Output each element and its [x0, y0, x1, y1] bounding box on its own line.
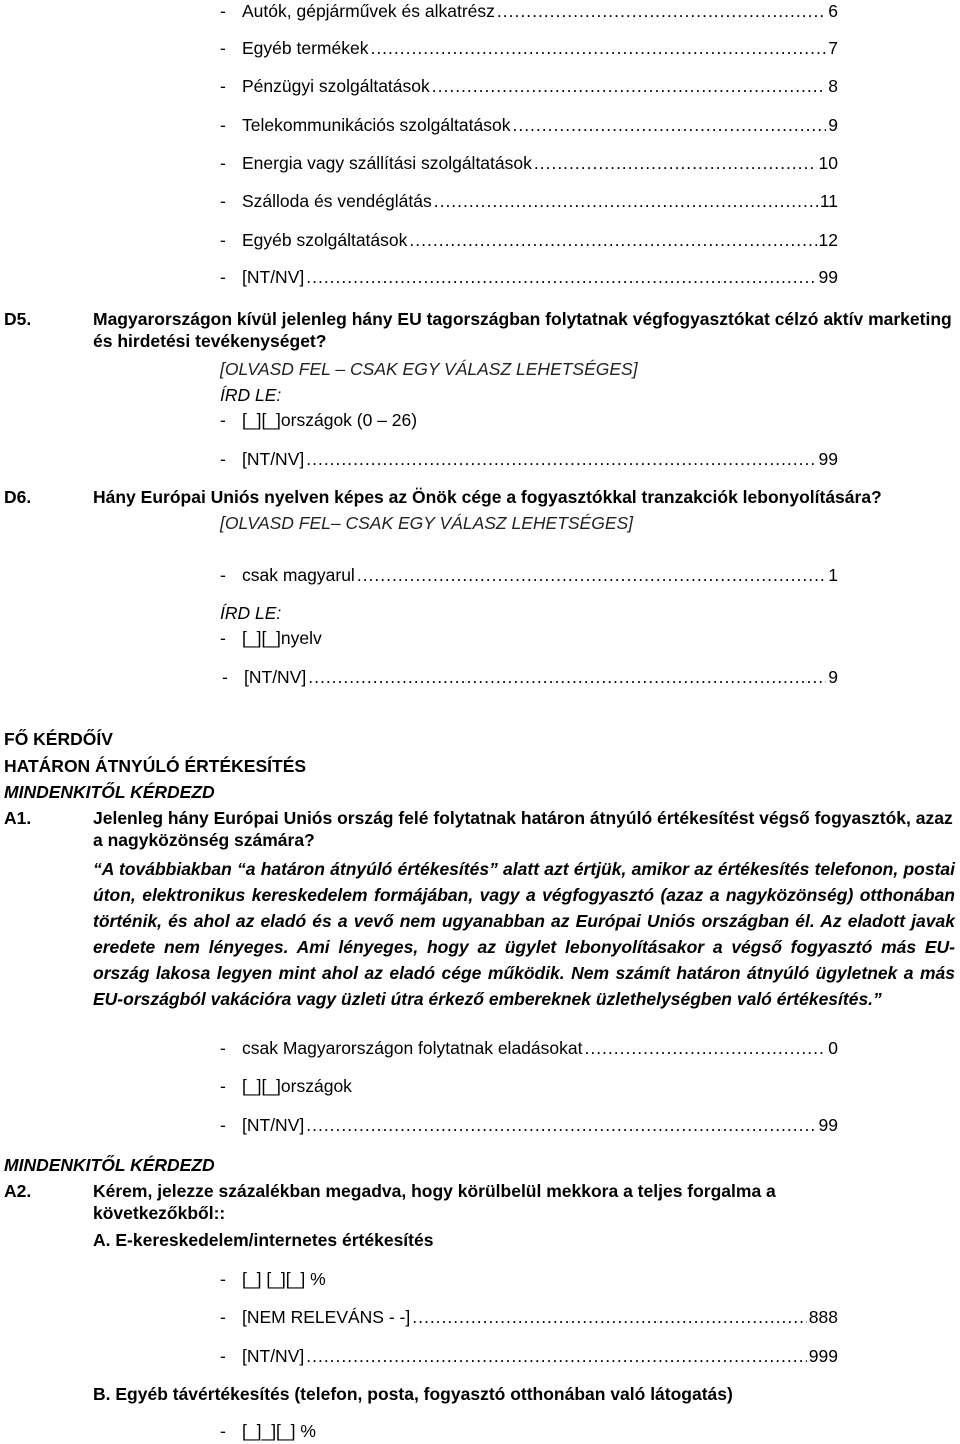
list-item: - [NT/NV] ..... 999 [220, 1345, 838, 1369]
question-number: A2. [4, 1181, 32, 1201]
entry-field: - [_][_]országok (0 – 26) [220, 410, 418, 430]
list-item: - [NT/NV] ..... 99 [220, 448, 838, 472]
option-code: 7 [828, 38, 838, 58]
list-item: - [NT/NV] ..... 99 [220, 266, 838, 290]
list-item: - [NT/NV] ..... 99 [220, 1114, 838, 1138]
option-code: 6 [828, 1, 838, 21]
option-code: 99 [818, 449, 838, 469]
option-code: 888 [808, 1307, 838, 1327]
option-label: Autók, gépjárművek és alkatrész [242, 1, 495, 21]
option-code: 99 [818, 267, 838, 287]
option-code: 999 [808, 1346, 838, 1366]
option-code: 1 [828, 565, 838, 585]
question-number: D6. [4, 487, 32, 507]
option-label: [NT/NV] [242, 1115, 305, 1135]
option-label: Egyéb szolgáltatások [242, 230, 408, 250]
list-item: - [NEM RELEVÁNS - -] ..... 888 [220, 1306, 838, 1330]
option-code: 8 [828, 76, 838, 96]
list-item: - Telekommunikációs szolgáltatások ..... 9 [220, 114, 838, 138]
option-label: [NT/NV] [242, 449, 305, 469]
list-item: - Egyéb szolgáltatások ..... 12 [220, 229, 838, 253]
definition-text: “A továbbiakban “a határon átnyúló értékesítés” alatt azt értjük, amikor az értékesítés telefonon, postai úton, elektronikus kereskedelem formájában, vagy a végfogyasztó (azaz a nagyközönség) otthonában történik, és ahol az eladó és a vevő nem ugyanabban az Európai Uniós országban él. Az eladott javak eredete nem lényeges. Ami lényeges, hogy az ügylet lebonyolításakor a végső fogyasztó más EU-ország lakosa legyen mint ahol az eladó cége működik. Nem számít határon átnyúló ügyletnek a más EU-országból vakációra vagy üzleti útra érkező embereknek üzlethelységben való értékesítés.” [93, 859, 955, 1009]
list-item: - Energia vagy szállítási szolgáltatások ..... 10 [220, 152, 838, 176]
entry-label: [_] [_][_] % [242, 1269, 326, 1289]
main-heading: FŐ KÉRDŐÍV [4, 729, 113, 749]
question-text: Magyarországon kívül jelenleg hány EU tagországban folytatnak végfogyasztókat célzó aktív marketing és hirdetési tevékenységet? [93, 309, 952, 351]
list-item: - csak magyarul ..... 1 [220, 564, 838, 588]
question-number: D5. [4, 309, 32, 329]
list-item: - Pénzügyi szolgáltatások ..... 8 [220, 75, 838, 99]
list-item: - Egyéb termékek ..... 7 [220, 37, 838, 61]
option-label: csak magyarul [242, 565, 355, 585]
option-label: Szálloda és vendéglátás [242, 191, 432, 211]
entry-field: - [_]_][_] % [220, 1421, 316, 1441]
option-code: 9 [828, 667, 838, 687]
option-label: [NT/NV] [242, 267, 305, 287]
entry-field: - [_] [_][_] % [220, 1269, 326, 1289]
entry-label: [_][_]országok [242, 1076, 352, 1096]
option-code: 99 [818, 1115, 838, 1135]
ask-everyone-note: MINDENKITŐL KÉRDEZD [4, 782, 215, 802]
entry-field: - [_][_]országok [220, 1076, 352, 1096]
entry-label: [_][_]nyelv [242, 628, 322, 648]
option-code: 9 [828, 115, 838, 135]
entry-label: [_][_]országok (0 – 26) [242, 410, 418, 430]
entry-label: [_]_][_] % [242, 1421, 316, 1441]
list-item: - Autók, gépjárművek és alkatrész ..... 6 [220, 0, 838, 24]
option-code: 0 [828, 1038, 838, 1058]
subquestion-b: B. Egyéb távértékesítés (telefon, posta, fogyasztó otthonában való látogatás) [93, 1384, 733, 1404]
option-code: 11 [819, 191, 838, 211]
option-label: Telekommunikációs szolgáltatások [242, 115, 511, 135]
option-label: [NT/NV] [242, 1346, 305, 1366]
section-heading: HATÁRON ÁTNYÚLÓ ÉRTÉKESÍTÉS [4, 756, 307, 776]
option-label: Energia vagy szállítási szolgáltatások [242, 153, 532, 173]
write-in-label: ÍRD LE: [220, 603, 282, 623]
list-item: - csak Magyarországon folytatnak eladásokat ..... 0 [220, 1037, 838, 1061]
question-text: Jelenleg hány Európai Uniós ország felé folytatnak határon átnyúló értékesítést végső fogyasztók, azaz a nagyközönség számára? [93, 808, 953, 850]
question-text: Hány Európai Uniós nyelven képes az Önök cége a fogyasztókkal tranzakciók lebonyolítására? [93, 487, 882, 507]
question-text: Kérem, jelezze százalékban megadva, hogy körülbelül mekkora a teljes forgalma a következőkből:: [93, 1181, 776, 1223]
option-label: [NT/NV] [244, 667, 307, 687]
question-number: A1. [4, 808, 32, 828]
option-code: 10 [818, 153, 838, 173]
subquestion-a: A. E-kereskedelem/internetes értékesítés [93, 1230, 434, 1250]
interviewer-instruction: [OLVASD FEL – CSAK EGY VÁLASZ LEHETSÉGES] [220, 359, 638, 379]
interviewer-instruction: [OLVASD FEL– CSAK EGY VÁLASZ LEHETSÉGES] [220, 513, 634, 533]
list-item: - [NT/NV] ..... 9 [222, 666, 838, 690]
entry-field: - [_][_]nyelv [220, 628, 322, 648]
option-label: [NEM RELEVÁNS - -] [242, 1307, 411, 1327]
option-code: 12 [818, 230, 838, 250]
ask-everyone-note: MINDENKITŐL KÉRDEZD [4, 1155, 215, 1175]
option-label: csak Magyarországon folytatnak eladásokat [242, 1038, 583, 1058]
list-item: - Szálloda és vendéglátás ..... 11 [220, 190, 838, 214]
write-in-label: ÍRD LE: [220, 385, 282, 405]
option-label: Egyéb termékek [242, 38, 369, 58]
option-label: Pénzügyi szolgáltatások [242, 76, 430, 96]
